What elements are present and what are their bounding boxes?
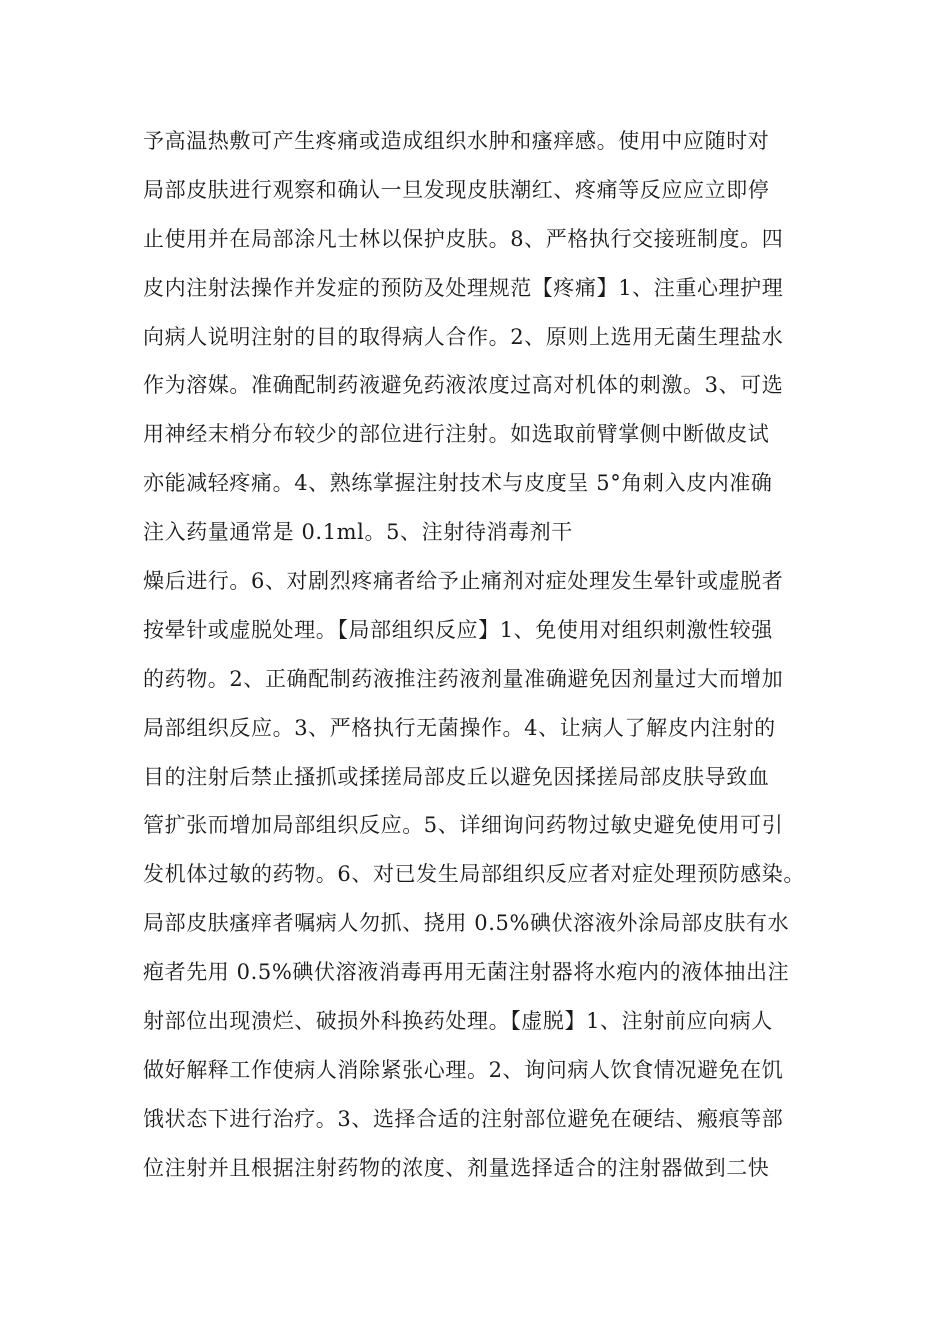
text-line-15: 管扩张而增加局部组织反应。5、详细询问药物过敏史避免使用可引: [143, 813, 784, 838]
text-line-20: 做好解释工作使病人消除紧张心理。2、询问病人饮食情况避免在饥: [143, 1057, 784, 1082]
text-line-9: 注入药量通常是 0.1ml。5、注射待消毒剂干: [143, 520, 573, 545]
text-line-21: 饿状态下进行治疗。3、选择合适的注射部位避免在硬结、瘢痕等部: [143, 1106, 784, 1131]
body-text: [143, 122, 843, 1198]
text-line-16: 发机体过敏的药物。6、对已发生局部组织反应者对症处理预防感染。: [143, 862, 805, 887]
text-line-14: 目的注射后禁止搔抓或揉搓局部皮丘以避免因揉搓局部皮肤导致血: [143, 764, 770, 789]
text-line-4: 皮内注射法操作并发症的预防及处理规范【疼痛】1、注重心理护理: [143, 275, 784, 300]
text-line-19: 射部位出现溃烂、破损外科换药处理。【虚脱】1、注射前应向病人: [143, 1009, 773, 1034]
text-line-2: 局部皮肤进行观察和确认一旦发现皮肤潮红、疼痛等反应应立即停: [143, 177, 770, 202]
text-line-17: 局部皮肤瘙痒者嘱病人勿抓、挠用 0.5%碘伏溶液外涂局部皮肤有水: [143, 911, 790, 936]
text-line-8: 亦能减轻疼痛。4、熟练掌握注射技术与皮度呈 5°角刺入皮内准确: [143, 471, 773, 496]
text-line-3: 止使用并在局部涂凡士林以保护皮肤。8、严格执行交接班制度。四: [143, 226, 784, 251]
text-line-10: 燥后进行。6、对剧烈疼痛者给予止痛剂对症处理发生晕针或虚脱者: [143, 569, 784, 594]
text-line-22: 位注射并且根据注射药物的浓度、剂量选择适合的注射器做到二快: [143, 1155, 770, 1180]
text-line-18: 疱者先用 0.5%碘伏溶液消毒再用无菌注射器将水疱内的液体抽出注: [143, 960, 790, 985]
text-line-11: 按晕针或虚脱处理。【局部组织反应】1、免使用对组织刺激性较强: [143, 617, 773, 642]
text-line-1: 予高温热敷可产生疼痛或造成组织水肿和瘙痒感。使用中应随时对: [143, 129, 770, 153]
text-line-6: 作为溶媒。准确配制药液避免药液浓度过高对机体的刺激。3、可选: [143, 373, 784, 398]
text-line-5: 向病人说明注射的目的取得病人合作。2、原则上选用无菌生理盐水: [143, 324, 784, 349]
text-line-7: 用神经末梢分布较少的部位进行注射。如选取前臂掌侧中断做皮试: [143, 422, 770, 447]
text-line-12: 的药物。2、正确配制药液推注药液剂量准确避免因剂量过大而增加: [143, 666, 784, 691]
text-line-13: 局部组织反应。3、严格执行无菌操作。4、让病人了解皮内注射的: [143, 715, 776, 740]
